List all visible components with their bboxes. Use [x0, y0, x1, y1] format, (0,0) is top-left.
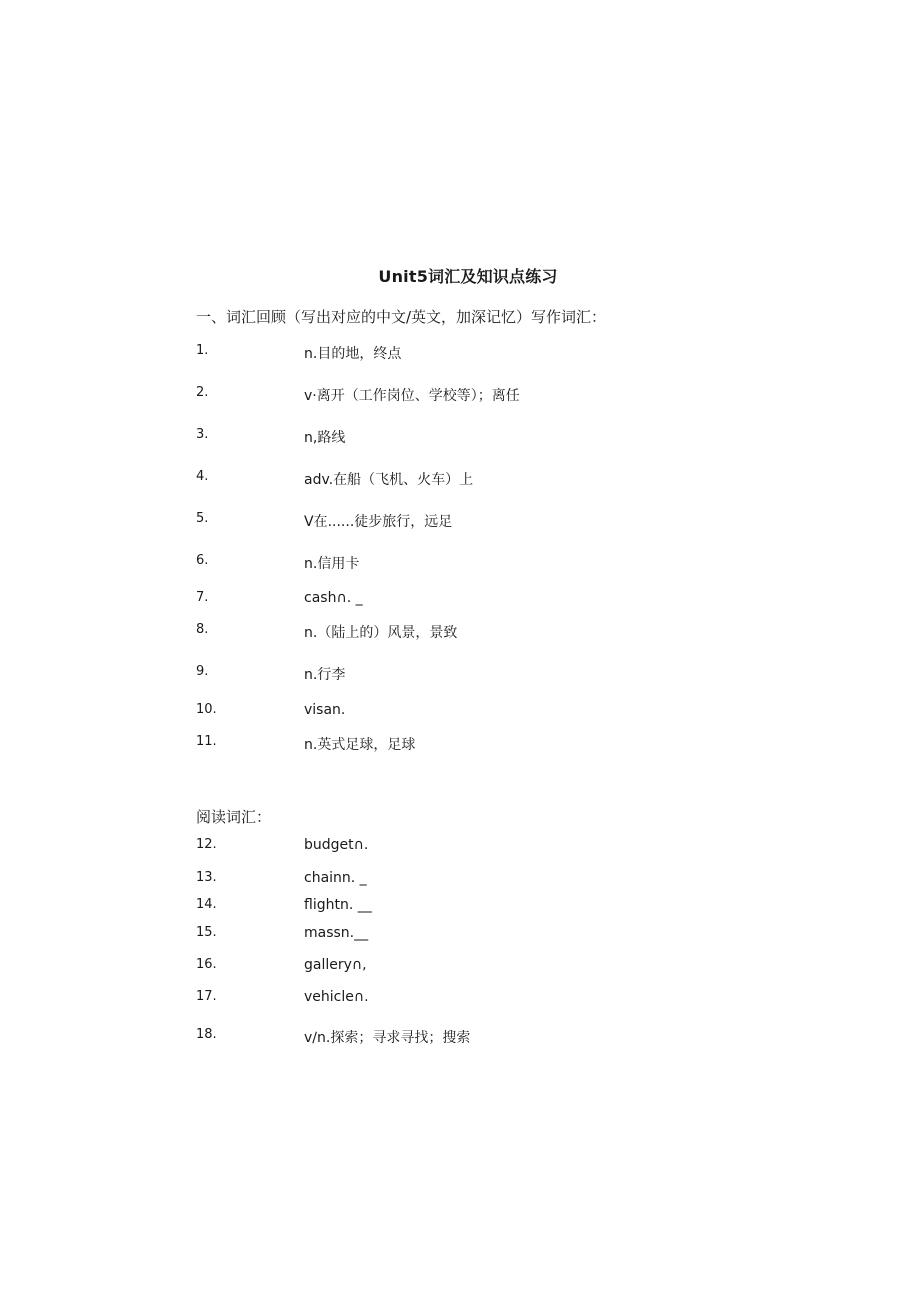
vocab-number: 4.: [196, 469, 209, 484]
vocab-text: n.（陆上的）风景，景致: [304, 625, 458, 641]
vocab-number: 7.: [196, 590, 209, 605]
vocab-number: 6.: [196, 553, 209, 568]
vocab-number: 5.: [196, 511, 209, 526]
vocab-number: 12.: [196, 837, 217, 852]
section-heading-writing: 一、词汇回顾（写出对应的中文/英文，加深记忆）写作词汇：: [196, 308, 607, 326]
vocab-number: 13.: [196, 870, 217, 885]
vocab-text: visan.: [304, 702, 346, 718]
vocab-text: n,路线: [304, 430, 346, 446]
vocab-number: 2.: [196, 385, 209, 400]
vocab-number: 11.: [196, 734, 217, 749]
vocab-text: v·离开（工作岗位、学校等）；离任: [304, 388, 520, 404]
vocab-number: 16.: [196, 957, 217, 972]
vocab-text: V在......徒步旅行，远足: [304, 514, 453, 530]
vocab-text: n.信用卡: [304, 556, 360, 572]
vocab-number: 14.: [196, 897, 217, 912]
vocab-text: n.目的地，终点: [304, 346, 402, 362]
vocab-text: n.英式足球，足球: [304, 737, 416, 753]
vocab-number: 10.: [196, 702, 217, 717]
vocab-text: chainn. _: [304, 870, 367, 886]
vocab-text: n.行李: [304, 667, 346, 683]
vocab-text: gallery∩,: [304, 957, 367, 973]
vocab-text: adv.在船（飞机、火车）上: [304, 472, 474, 488]
vocab-text: cash∩. _: [304, 590, 363, 606]
vocab-text: massn.__: [304, 925, 369, 941]
vocab-number: 3.: [196, 427, 209, 442]
vocab-number: 17.: [196, 989, 217, 1004]
vocab-number: 15.: [196, 925, 217, 940]
vocab-number: 8.: [196, 622, 209, 637]
vocab-text: flightn. __: [304, 897, 372, 913]
vocab-number: 1.: [196, 343, 209, 358]
section-heading-reading: 阅读词汇：: [196, 808, 272, 826]
vocab-text: vehicle∩.: [304, 989, 369, 1005]
vocab-number: 18.: [196, 1027, 217, 1042]
vocab-text: v∕n.探索；寻求寻找；搜索: [304, 1030, 471, 1046]
vocab-text: budget∩.: [304, 837, 369, 853]
page-title: Unit5词汇及知识点练习: [378, 267, 558, 286]
vocab-number: 9.: [196, 664, 209, 679]
